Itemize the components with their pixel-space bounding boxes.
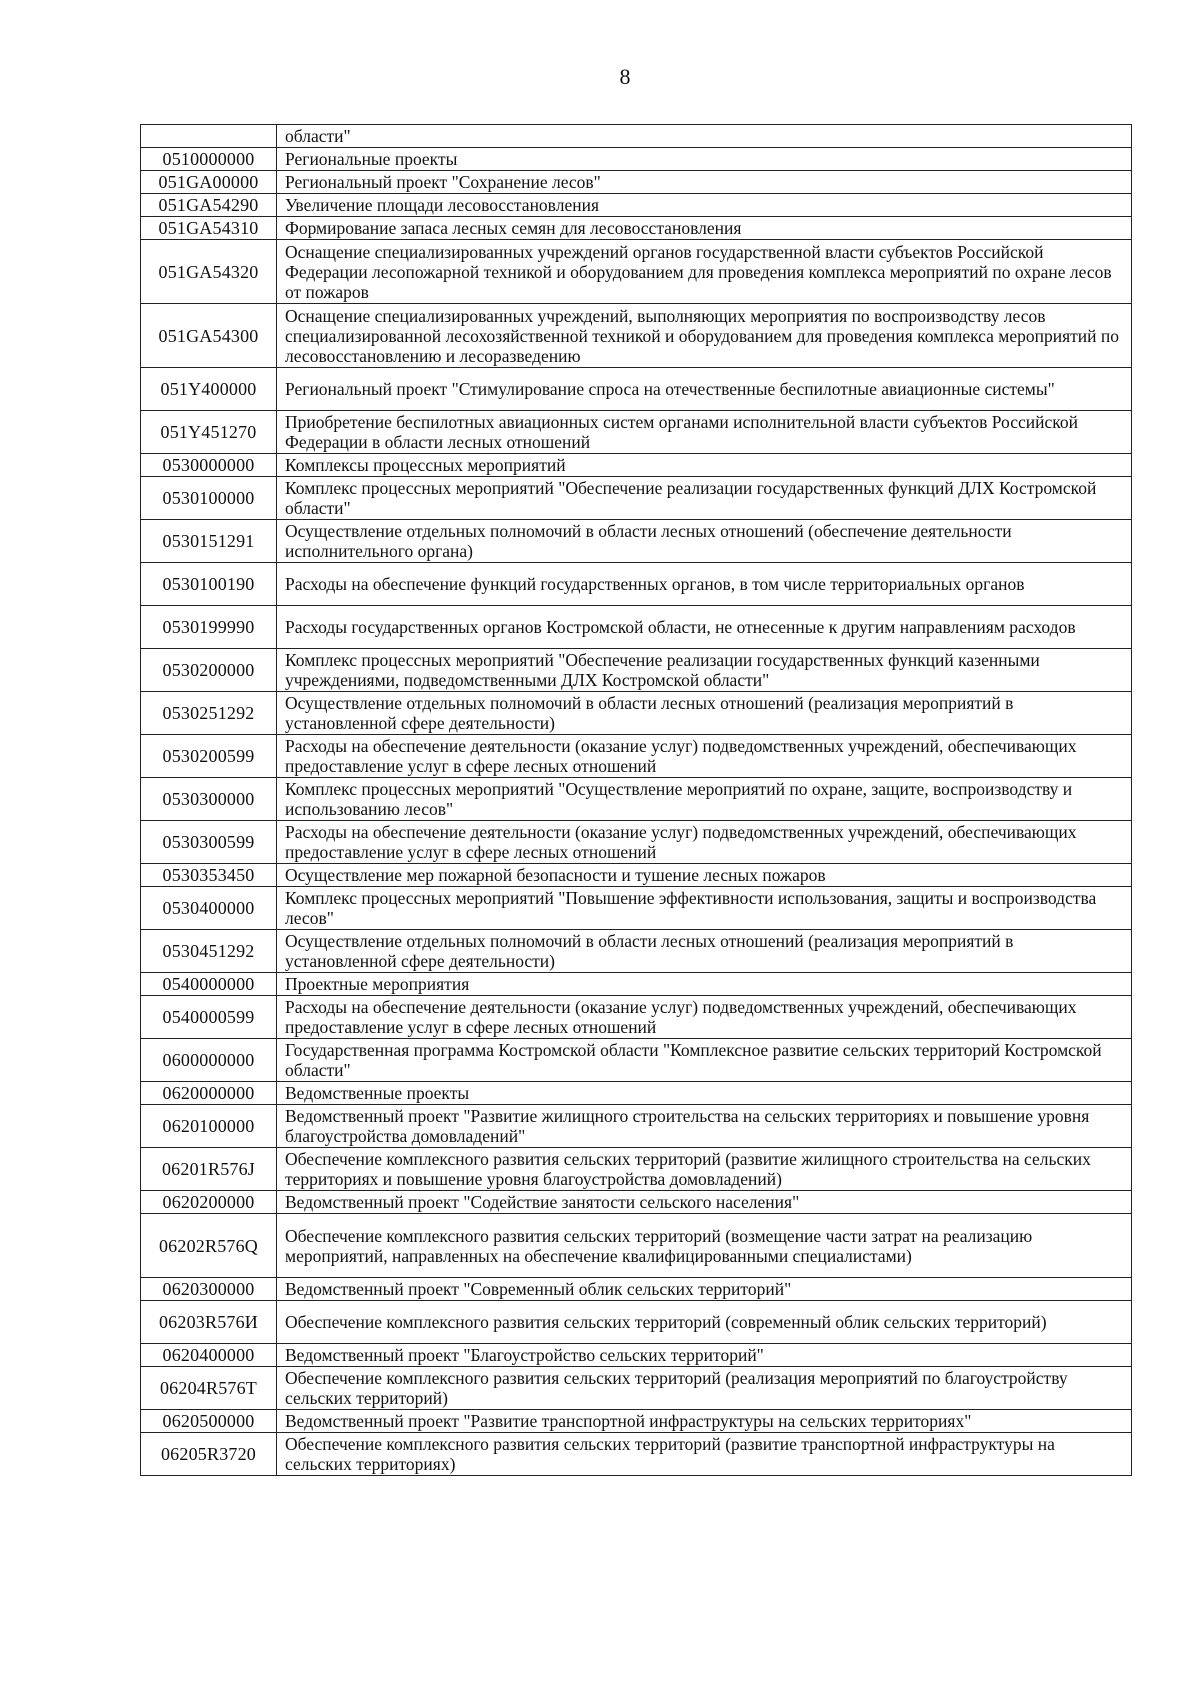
- code-cell: 0530199990: [141, 606, 277, 649]
- code-cell: 0620500000: [141, 1410, 277, 1433]
- table-row: [141, 1214, 1132, 1278]
- name-cell: области": [277, 125, 1132, 148]
- table-row: [141, 148, 1132, 171]
- code-cell: 0530400000: [141, 887, 277, 930]
- table-row: [141, 973, 1132, 996]
- name-cell: Увеличение площади лесовосстановления: [277, 194, 1132, 217]
- table-row: [141, 1148, 1132, 1191]
- code-cell: 051GA54300: [141, 304, 277, 368]
- name-cell: Осуществление отдельных полномочий в области лесных отношений (обеспечение деятельности исполнительного органа): [277, 520, 1132, 563]
- code-cell: 0530200000: [141, 649, 277, 692]
- name-cell: Государственная программа Костромской области "Комплексное развитие сельских территорий Костромской области": [277, 1039, 1132, 1082]
- code-cell: 06205R3720: [141, 1433, 277, 1476]
- table-row: [141, 477, 1132, 520]
- code-cell: 051GA00000: [141, 171, 277, 194]
- table-row: [141, 930, 1132, 973]
- name-cell: Осуществление отдельных полномочий в области лесных отношений (реализация мероприятий в установленной сфере деятельности): [277, 692, 1132, 735]
- code-cell: 0540000599: [141, 996, 277, 1039]
- code-cell: 051Y451270: [141, 411, 277, 454]
- table-row: [141, 1410, 1132, 1433]
- code-cell: 0530151291: [141, 520, 277, 563]
- name-cell: Региональные проекты: [277, 148, 1132, 171]
- name-cell: Осуществление отдельных полномочий в области лесных отношений (реализация мероприятий в установленной сфере деятельности): [277, 930, 1132, 973]
- code-cell: 0600000000: [141, 1039, 277, 1082]
- table-row: [141, 692, 1132, 735]
- table-row: [141, 996, 1132, 1039]
- code-cell: 0530000000: [141, 454, 277, 477]
- page-number: 8: [619, 64, 631, 89]
- code-cell: 0620400000: [141, 1344, 277, 1367]
- table-row: [141, 1367, 1132, 1410]
- table-row: [141, 1191, 1132, 1214]
- code-cell: 0620300000: [141, 1278, 277, 1301]
- code-cell: 06203R576И: [141, 1301, 277, 1344]
- code-cell: 0530251292: [141, 692, 277, 735]
- table-row: [141, 821, 1132, 864]
- name-cell: Обеспечение комплексного развития сельских территорий (современный облик сельских территорий): [277, 1301, 1132, 1344]
- name-cell: Комплексы процессных мероприятий: [277, 454, 1132, 477]
- name-cell: Осуществление мер пожарной безопасности и тушение лесных пожаров: [277, 864, 1132, 887]
- code-cell: 0530100000: [141, 477, 277, 520]
- name-cell: Расходы на обеспечение деятельности (оказание услуг) подведомственных учреждений, обеспечивающих предоставление услуг в сфере лесных отношений: [277, 996, 1132, 1039]
- code-cell: 0530100190: [141, 563, 277, 606]
- table-row: [141, 606, 1132, 649]
- code-cell: 0530300599: [141, 821, 277, 864]
- table-row: [141, 454, 1132, 477]
- code-cell: 06201R576J: [141, 1148, 277, 1191]
- table-row: [141, 1301, 1132, 1344]
- name-cell: Приобретение беспилотных авиационных систем органами исполнительной власти субъектов Российской Федерации в области лесных отношений: [277, 411, 1132, 454]
- table-row: [141, 1082, 1132, 1105]
- name-cell: Региональный проект "Стимулирование спроса на отечественные беспилотные авиационные системы": [277, 368, 1132, 411]
- name-cell: Обеспечение комплексного развития сельских территорий (развитие транспортной инфраструктуры на сельских территориях): [277, 1433, 1132, 1476]
- name-cell: Ведомственный проект "Развитие жилищного строительства на сельских территориях и повышение уровня благоустройства домовладений": [277, 1105, 1132, 1148]
- code-cell: 06204R576T: [141, 1367, 277, 1410]
- table-row: [141, 864, 1132, 887]
- code-cell: 0620000000: [141, 1082, 277, 1105]
- name-cell: Оснащение специализированных учреждений, выполняющих мероприятия по воспроизводству лесов специализированной лесохозяйственной техникой и оборудованием для проведения комплекса мероприятий по лесовосстановлению и лесоразведению: [277, 304, 1132, 368]
- code-cell: 06202R576Q: [141, 1214, 277, 1278]
- name-cell: Обеспечение комплексного развития сельских территорий (реализация мероприятий по благоустройству сельских территорий): [277, 1367, 1132, 1410]
- name-cell: Комплекс процессных мероприятий "Обеспечение реализации государственных функций ДЛХ Костромской области": [277, 477, 1132, 520]
- table-row: [141, 1433, 1132, 1476]
- name-cell: Ведомственный проект "Содействие занятости сельского населения": [277, 1191, 1132, 1214]
- code-cell: 0530451292: [141, 930, 277, 973]
- name-cell: Оснащение специализированных учреждений органов государственной власти субъектов Российской Федерации лесопожарной техникой и оборудованием для проведения комплекса мероприятий по охране лесов от пожаров: [277, 240, 1132, 304]
- code-cell: 0510000000: [141, 148, 277, 171]
- table-row: [141, 171, 1132, 194]
- table-row: [141, 240, 1132, 304]
- name-cell: Формирование запаса лесных семян для лесовосстановления: [277, 217, 1132, 240]
- name-cell: Ведомственный проект "Благоустройство сельских территорий": [277, 1344, 1132, 1367]
- name-cell: Расходы на обеспечение функций государственных органов, в том числе территориальных органов: [277, 563, 1132, 606]
- table-row: [141, 217, 1132, 240]
- budget-codes-table: [140, 124, 1132, 1476]
- code-cell: 051GA54290: [141, 194, 277, 217]
- name-cell: Обеспечение комплексного развития сельских территорий (возмещение части затрат на реализацию мероприятий, направленных на обеспечение квалифицированными специалистами): [277, 1214, 1132, 1278]
- name-cell: Ведомственный проект "Современный облик сельских территорий": [277, 1278, 1132, 1301]
- name-cell: Комплекс процессных мероприятий "Осуществление мероприятий по охране, защите, воспроизводству и использованию лесов": [277, 778, 1132, 821]
- name-cell: Ведомственный проект "Развитие транспортной инфраструктуры на сельских территориях": [277, 1410, 1132, 1433]
- name-cell: Региональный проект "Сохранение лесов": [277, 171, 1132, 194]
- table-row: [141, 778, 1132, 821]
- name-cell: Ведомственные проекты: [277, 1082, 1132, 1105]
- name-cell: Проектные мероприятия: [277, 973, 1132, 996]
- name-cell: Расходы государственных органов Костромской области, не отнесенные к другим направлениям расходов: [277, 606, 1132, 649]
- code-cell: 0530353450: [141, 864, 277, 887]
- code-cell: 0530300000: [141, 778, 277, 821]
- code-cell: 0620200000: [141, 1191, 277, 1214]
- table-row: [141, 649, 1132, 692]
- code-cell: 051GA54320: [141, 240, 277, 304]
- code-cell: 0620100000: [141, 1105, 277, 1148]
- name-cell: Комплекс процессных мероприятий "Повышение эффективности использования, защиты и воспроизводства лесов": [277, 887, 1132, 930]
- name-cell: Обеспечение комплексного развития сельских территорий (развитие жилищного строительства на сельских территориях и повышение уровня благоустройства домовладений): [277, 1148, 1132, 1191]
- code-cell: [141, 125, 277, 148]
- table-row: [141, 368, 1132, 411]
- name-cell: Расходы на обеспечение деятельности (оказание услуг) подведомственных учреждений, обеспечивающих предоставление услуг в сфере лесных отношений: [277, 735, 1132, 778]
- table-row: [141, 411, 1132, 454]
- code-cell: 0540000000: [141, 973, 277, 996]
- name-cell: Расходы на обеспечение деятельности (оказание услуг) подведомственных учреждений, обеспечивающих предоставление услуг в сфере лесных отношений: [277, 821, 1132, 864]
- table-row: [141, 887, 1132, 930]
- table-row: [141, 1105, 1132, 1148]
- table-row: [141, 1278, 1132, 1301]
- code-cell: 051Y400000: [141, 368, 277, 411]
- code-cell: 0530200599: [141, 735, 277, 778]
- table-row: [141, 520, 1132, 563]
- table-row: [141, 1039, 1132, 1082]
- table-row: [141, 125, 1132, 148]
- table-row: [141, 304, 1132, 368]
- table-row: [141, 1344, 1132, 1367]
- table-row: [141, 563, 1132, 606]
- code-cell: 051GA54310: [141, 217, 277, 240]
- table-row: [141, 735, 1132, 778]
- name-cell: Комплекс процессных мероприятий "Обеспечение реализации государственных функций казенными учреждениями, подведомственными ДЛХ Костромской области": [277, 649, 1132, 692]
- table-row: [141, 194, 1132, 217]
